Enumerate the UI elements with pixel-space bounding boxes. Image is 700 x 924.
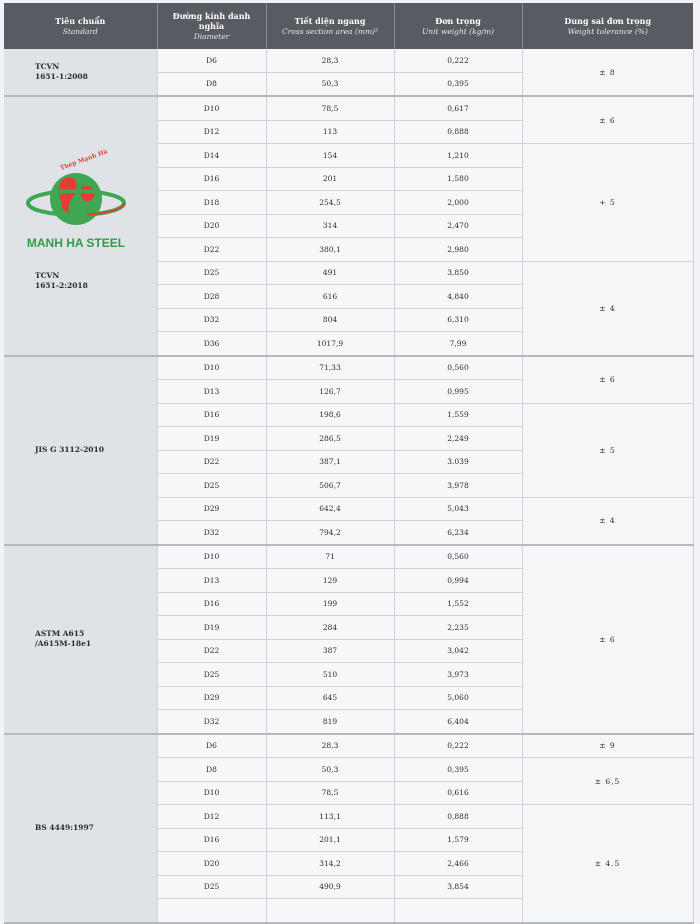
logo-text: MANH HA STEEL (26, 235, 126, 250)
diameter-cell (157, 899, 266, 923)
tolerance-value: ± 6 (599, 115, 616, 125)
weight-cell: 2,470 (394, 214, 522, 238)
area-cell: 387,1 (266, 450, 394, 474)
area-cell: 126,7 (266, 380, 394, 404)
weight-cell: 0,888 (394, 120, 522, 144)
area-cell: 78,5 (266, 781, 394, 805)
tolerance-cell (522, 805, 693, 923)
tolerance-cell (522, 758, 693, 805)
standard-label: ASTM A615 /A615M-18e1 (35, 629, 92, 648)
header-weight: Đơn trọng Unit weight (kg/m) (394, 3, 522, 49)
diameter-cell: D29 (157, 686, 266, 710)
area-cell: 380,1 (266, 238, 394, 262)
diameter-cell: D32 (157, 710, 266, 734)
weight-cell: 3,978 (394, 474, 522, 498)
weight-cell: 0,395 (394, 72, 522, 96)
area-cell: 113,1 (266, 805, 394, 829)
table-row (4, 96, 693, 120)
weight-cell: 3,854 (394, 875, 522, 899)
weight-cell: 0,560 (394, 356, 522, 380)
area-cell: 616 (266, 285, 394, 309)
logo-arc-text: Thép Mạnh Hà (59, 148, 109, 172)
weight-cell: 0,395 (394, 758, 522, 782)
area-cell: 129 (266, 569, 394, 593)
tolerance-cell (522, 356, 693, 404)
weight-cell: 0,222 (394, 49, 522, 72)
area-cell: 50,3 (266, 72, 394, 96)
diameter-cell: D19 (157, 616, 266, 640)
tolerance-cell (522, 261, 693, 356)
area-cell: 510 (266, 663, 394, 687)
table-row (4, 545, 693, 569)
tolerance-value: + 5 (599, 197, 616, 207)
area-cell: 314,2 (266, 852, 394, 876)
diameter-cell: D20 (157, 852, 266, 876)
weight-cell: 5,043 (394, 497, 522, 521)
diameter-cell: D6 (157, 49, 266, 72)
area-cell: 199 (266, 592, 394, 616)
area-cell: 491 (266, 261, 394, 285)
weight-cell: 0,888 (394, 805, 522, 829)
diameter-cell: D19 (157, 427, 266, 451)
weight-cell: 1,580 (394, 167, 522, 191)
globe-icon (50, 173, 102, 225)
diameter-cell: D28 (157, 285, 266, 309)
diameter-cell: D16 (157, 403, 266, 427)
tolerance-cell (522, 497, 693, 545)
area-cell: 154 (266, 144, 394, 168)
area-cell: 198,6 (266, 403, 394, 427)
tolerance-value: ± 4.5 (594, 858, 621, 868)
header-tolerance: Dung sai đơn trọng Weight tolerance (%) (522, 3, 693, 49)
header-standard: Tiêu chuẩn Standard (4, 3, 157, 49)
standard-cell (4, 734, 157, 923)
weight-cell: 1,210 (394, 144, 522, 168)
diameter-cell: D12 (157, 120, 266, 144)
diameter-cell: D10 (157, 356, 266, 380)
diameter-cell: D32 (157, 521, 266, 545)
weight-cell: 4,840 (394, 285, 522, 309)
area-cell: 71,33 (266, 356, 394, 380)
weight-cell: 3.039 (394, 450, 522, 474)
tolerance-value: ± 6,5 (594, 776, 621, 786)
weight-cell: 0,616 (394, 781, 522, 805)
table-row (4, 49, 693, 72)
area-cell: 113 (266, 120, 394, 144)
standard-cell (4, 356, 157, 545)
diameter-cell: D8 (157, 758, 266, 782)
weight-cell: 6,310 (394, 308, 522, 332)
area-cell: 286,5 (266, 427, 394, 451)
tolerance-cell (522, 545, 693, 734)
diameter-cell: D13 (157, 380, 266, 404)
weight-cell: 2,235 (394, 616, 522, 640)
diameter-cell: D10 (157, 96, 266, 120)
weight-cell: 1,552 (394, 592, 522, 616)
area-cell: 78,5 (266, 96, 394, 120)
weight-cell: 7,99 (394, 332, 522, 356)
tolerance-value: ± 8 (599, 67, 616, 77)
table-row (4, 356, 693, 380)
diameter-cell: D14 (157, 144, 266, 168)
weight-cell: 0,617 (394, 96, 522, 120)
tolerance-value: ± 6 (599, 375, 616, 384)
area-cell (266, 899, 394, 923)
diameter-cell: D25 (157, 261, 266, 285)
area-cell: 794,2 (266, 521, 394, 545)
area-cell: 201,1 (266, 828, 394, 852)
weight-cell: 3,042 (394, 639, 522, 663)
diameter-cell: D18 (157, 191, 266, 215)
area-cell: 28,3 (266, 734, 394, 758)
weight-cell: 5,060 (394, 686, 522, 710)
manh-ha-steel-logo (21, 148, 131, 251)
weight-cell: 2,466 (394, 852, 522, 876)
diameter-cell: D10 (157, 781, 266, 805)
rebar-spec-table (4, 3, 694, 924)
weight-cell: 2,980 (394, 238, 522, 262)
tolerance-value: ± 6 (599, 634, 616, 644)
diameter-cell: D12 (157, 805, 266, 829)
tolerance-cell (522, 403, 693, 497)
header-area: Tiết diện ngang Cross section area (mm)² (266, 3, 394, 49)
header-diameter: Đường kính danh nghĩa Diameter (157, 3, 266, 49)
diameter-cell: D22 (157, 450, 266, 474)
area-cell: 71 (266, 545, 394, 569)
diameter-cell: D29 (157, 497, 266, 521)
weight-cell: 2,000 (394, 191, 522, 215)
area-cell: 387 (266, 639, 394, 663)
weight-cell: 3,973 (394, 663, 522, 687)
area-cell: 642,4 (266, 497, 394, 521)
weight-cell: 1,579 (394, 828, 522, 852)
area-cell: 314 (266, 214, 394, 238)
diameter-cell: D16 (157, 167, 266, 191)
area-cell: 804 (266, 308, 394, 332)
area-cell: 1017,9 (266, 332, 394, 356)
header-row (4, 3, 693, 49)
standard-label: TCVN 1651-2:2018 (35, 270, 88, 290)
weight-cell: 0,560 (394, 545, 522, 569)
tolerance-value: ± 5 (599, 445, 616, 455)
weight-cell: 1,559 (394, 403, 522, 427)
area-cell: 506,7 (266, 474, 394, 498)
area-cell: 254,5 (266, 191, 394, 215)
diameter-cell: D22 (157, 639, 266, 663)
tolerance-value: ± 9 (599, 741, 616, 751)
diameter-cell: D25 (157, 474, 266, 498)
table-row (4, 734, 693, 758)
diameter-cell: D25 (157, 875, 266, 899)
diameter-cell: D20 (157, 214, 266, 238)
area-cell: 490,9 (266, 875, 394, 899)
diameter-cell: D6 (157, 734, 266, 758)
diameter-cell: D16 (157, 592, 266, 616)
area-cell: 50,3 (266, 758, 394, 782)
weight-cell: 0,222 (394, 734, 522, 758)
standard-label: JIS G 3112-2010 (35, 445, 104, 454)
diameter-cell: D22 (157, 238, 266, 262)
tolerance-cell (522, 144, 693, 262)
diameter-cell: D10 (157, 545, 266, 569)
standard-label: TCVN 1651-1:2008 (35, 62, 88, 81)
tolerance-value: ± 4 (599, 303, 616, 313)
table-body (4, 49, 693, 923)
area-cell: 284 (266, 616, 394, 640)
area-cell: 645 (266, 686, 394, 710)
diameter-cell: D8 (157, 72, 266, 96)
weight-cell: 6,404 (394, 710, 522, 734)
diameter-cell: D13 (157, 569, 266, 593)
area-cell: 201 (266, 167, 394, 191)
weight-cell (394, 899, 522, 923)
tolerance-cell (522, 96, 693, 144)
standard-label: BS 4449:1997 (35, 823, 94, 832)
diameter-cell: D25 (157, 663, 266, 687)
standard-cell (4, 49, 157, 96)
weight-cell: 0,994 (394, 569, 522, 593)
standard-cell (4, 96, 157, 356)
weight-cell: 2,249 (394, 427, 522, 451)
diameter-cell: D32 (157, 308, 266, 332)
area-cell: 819 (266, 710, 394, 734)
weight-cell: 0,995 (394, 380, 522, 404)
tolerance-cell (522, 734, 693, 758)
tolerance-cell (522, 49, 693, 96)
weight-cell: 3,850 (394, 261, 522, 285)
diameter-cell: D16 (157, 828, 266, 852)
area-cell: 28,3 (266, 49, 394, 72)
standard-cell (4, 545, 157, 734)
weight-cell: 6,234 (394, 521, 522, 545)
diameter-cell: D36 (157, 332, 266, 356)
tolerance-value: ± 4 (599, 516, 616, 525)
